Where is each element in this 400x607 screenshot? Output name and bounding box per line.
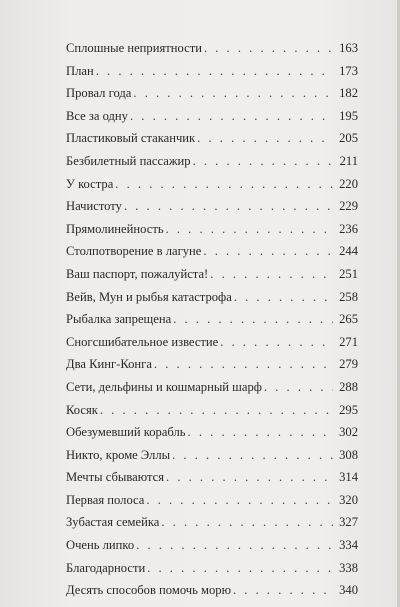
toc-entry — [66, 466, 358, 489]
toc-entry — [66, 37, 358, 60]
toc-entry-title: Прямолинейность — [66, 221, 164, 236]
toc-entry-title: Сплошные неприятности — [66, 41, 202, 55]
toc-entry — [66, 534, 358, 557]
toc-entry-title: Ваш паспорт, пожалуйста! — [66, 266, 209, 281]
toc-dot-leader — [147, 557, 333, 580]
toc-entry-title: Зубастая семейка — [66, 515, 160, 530]
toc-dot-leader — [220, 331, 333, 354]
toc-entry — [66, 82, 358, 105]
toc-entry — [66, 218, 358, 241]
toc-entry — [66, 376, 358, 399]
toc-dot-leader — [166, 466, 333, 489]
toc-entry-title: У костра — [66, 176, 114, 191]
toc-entry-title: План — [66, 63, 94, 78]
toc-dot-leader — [154, 353, 333, 376]
toc-entry-page-number: 279 — [339, 357, 358, 372]
toc-entry — [66, 150, 358, 173]
toc-entry-title: Пластиковый стаканчик — [66, 131, 196, 146]
toc-entry-title: Десять способов помочь морю — [66, 583, 231, 598]
toc-dot-leader — [124, 195, 333, 218]
toc-dot-leader — [172, 444, 333, 467]
toc-dot-leader — [188, 421, 333, 444]
toc-entry-page-number: 205 — [339, 131, 358, 146]
toc-entry — [66, 331, 358, 354]
toc-entry — [66, 579, 358, 602]
toc-entry — [66, 173, 358, 196]
toc-entry — [66, 421, 358, 444]
toc-entry-page-number: 308 — [339, 447, 358, 462]
toc-entry-title: Обезумевший корабль — [66, 425, 186, 440]
toc-entry-title: Рыбалка запрещена — [66, 312, 172, 327]
toc-entry — [66, 399, 358, 422]
toc-dot-leader — [197, 127, 333, 150]
toc-entry — [66, 286, 358, 309]
toc-entry-page-number: 302 — [339, 425, 358, 440]
table-of-contents — [66, 37, 358, 602]
toc-entry — [66, 60, 358, 83]
toc-entry-page-number: 229 — [339, 199, 358, 214]
toc-dot-leader — [264, 376, 333, 399]
toc-entry-title: Провал года — [66, 86, 132, 101]
toc-entry-page-number: 320 — [339, 492, 358, 507]
toc-entry-title: Безбилетный пассажир — [66, 153, 191, 168]
toc-entry — [66, 127, 358, 150]
toc-dot-leader — [130, 105, 333, 128]
toc-entry-title: Мечты сбываются — [66, 470, 165, 485]
toc-entry-page-number: 288 — [339, 379, 358, 394]
toc-entry-title: Никто, кроме Эллы — [66, 447, 171, 462]
toc-entry — [66, 263, 358, 286]
toc-entry-title: Два Кинг-Конга — [66, 357, 152, 372]
toc-dot-leader — [166, 218, 333, 241]
toc-dot-leader — [133, 82, 333, 105]
toc-entry — [66, 240, 358, 263]
toc-dot-leader — [136, 534, 333, 557]
toc-entry-page-number: 338 — [339, 560, 358, 575]
toc-dot-leader — [173, 308, 333, 331]
toc-dot-leader — [234, 286, 333, 309]
toc-entry-page-number: 271 — [339, 334, 358, 349]
toc-entry-page-number: 334 — [339, 538, 358, 553]
toc-entry-page-number: 182 — [339, 86, 358, 101]
toc-entry-page-number: 314 — [339, 470, 358, 485]
toc-entry-page-number: 244 — [339, 244, 358, 259]
toc-dot-leader — [146, 489, 333, 512]
toc-entry — [66, 511, 358, 534]
toc-entry-page-number: 295 — [339, 402, 358, 417]
toc-entry-title: Косяк — [66, 402, 98, 417]
toc-dot-leader — [210, 263, 333, 286]
toc-entry — [66, 353, 358, 376]
toc-entry-title: Очень липко — [66, 538, 135, 553]
toc-dot-leader — [193, 150, 333, 173]
toc-entry-title: Начистоту — [66, 199, 122, 214]
toc-entry-page-number: 340 — [339, 583, 358, 598]
toc-entry — [66, 557, 358, 580]
toc-entry — [66, 308, 358, 331]
toc-dot-leader — [161, 511, 333, 534]
toc-entry — [66, 195, 358, 218]
toc-entry-page-number: 163 — [339, 41, 358, 55]
toc-entry — [66, 105, 358, 128]
toc-entry-title: Первая полоса — [66, 492, 145, 507]
toc-entry-page-number: 327 — [339, 515, 358, 530]
toc-entry-page-number: 211 — [339, 153, 358, 168]
toc-entry-page-number: 258 — [339, 289, 358, 304]
toc-entry-page-number: 265 — [339, 312, 358, 327]
toc-entry-title: Сногсшибательное известие — [66, 334, 219, 349]
toc-entry — [66, 489, 358, 512]
toc-entry-page-number: 173 — [339, 63, 358, 78]
toc-entry-page-number: 195 — [339, 108, 358, 123]
toc-dot-leader — [233, 579, 333, 602]
toc-entry-page-number: 236 — [339, 221, 358, 236]
toc-entry-title: Столпотворение в лагуне — [66, 244, 202, 259]
toc-dot-leader — [96, 60, 333, 83]
toc-entry-title: Сети, дельфины и кошмарный шарф — [66, 379, 262, 394]
toc-entry-page-number: 251 — [339, 266, 358, 281]
toc-entry-title: Все за одну — [66, 108, 128, 123]
toc-dot-leader — [203, 240, 333, 263]
toc-entry-title: Благодарности — [66, 560, 146, 575]
toc-entry-title: Вейв, Мун и рыбья катастрофа — [66, 289, 232, 304]
toc-entry-page-number: 220 — [339, 176, 358, 191]
toc-dot-leader — [115, 173, 333, 196]
toc-dot-leader — [100, 399, 333, 422]
toc-entry — [66, 444, 358, 467]
toc-dot-leader — [204, 37, 333, 60]
